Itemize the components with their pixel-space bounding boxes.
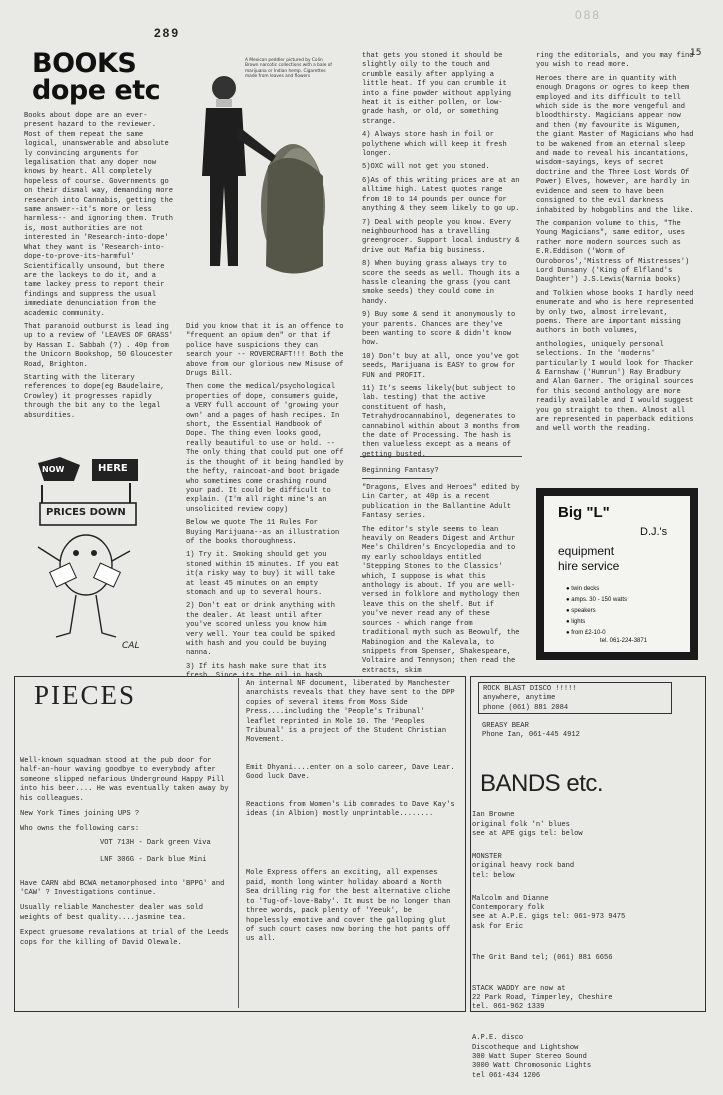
band-entry: STACK WADDY are now at 22 Park Road, Timperley, Cheshire tel. 061-962 1339 — [472, 984, 613, 1012]
books-column-3 — [362, 52, 522, 464]
bullet-dot-icon: ● — [566, 597, 570, 603]
paragraph: New York Times joining UPS ? — [20, 810, 140, 819]
ad-line-2: hire service — [558, 559, 620, 573]
band-entry: Ian Browne original folk 'n' blues see at APE gigs tel: below — [472, 811, 583, 839]
bullet-dot-icon: ● — [566, 586, 570, 592]
paragraph: and Tolkien whose books I hardly need enumerate and who is here represented by only two, almost irrelevant, poems. There are important missing authors in both volumes, — [536, 289, 694, 336]
paragraph: 10) Don't buy at all, once you've got seeds, Marijuana is EASY to grow for FUN and PROFIT. — [362, 352, 520, 380]
paragraph: 11) It's seems likely(but subject to lab. testing) that the active constituent of hash, Tetrahydrocannabinol, degenerates to cannabinol within about 3 months from the date of Processing. The hash is then valueless except as a means of getting busted. — [362, 385, 520, 459]
books-headline — [32, 50, 160, 104]
paragraph: Expect gruesome revalations at trial of the Leeds cops for the killing of David Olewale. — [20, 929, 229, 947]
bullet-dot-icon: ● — [566, 608, 570, 614]
band-entry: MONSTER original heavy rock band tel: below — [472, 853, 575, 880]
books-column-1 — [24, 112, 176, 425]
bullet-dot-icon: ● — [566, 630, 570, 636]
band-entry: A.P.E. disco Discotheque and Lightshow 300 Watt Super Stereo Sound 3000 Watt Chromosonic Lights tel 061-434 1206 — [472, 1034, 592, 1080]
paragraph: Reactions from Women's Lib comrades to Dave Kay's ideas (in Albion) mostly unprintable........ — [246, 800, 455, 819]
ad-bullet-list — [566, 584, 627, 639]
paragraph: 7) Deal with people you know. Every neighbourhood has a travelling greengrocer. Support local industry & drive out Mafia big business. — [362, 218, 520, 255]
paragraph: Mole Express offers an exciting, all expenses paid, month long winter holiday aboard a North Sea drilling rig for the best alternative cliche to 'Tug-of-love-Baby'. It must be no longer than three words, pack plenty of 'Yeeuk', be hopelessly emotive and cover the galloping glut of such court cases now boring the hot pants off us all. — [246, 869, 451, 944]
paragraph: 5)OXC will not get you stoned. — [362, 163, 490, 172]
paragraph: Below we quote The 11 Rules For Buying Marijuana--as an illustration of the books thoroughness. — [186, 519, 340, 546]
rock-box-line: phone (061) 881 2084 — [483, 703, 569, 712]
paragraph: Usually reliable Manchester dealer was sold weights of best quality....jasmine tea. — [20, 904, 204, 922]
band-entry: GREASY BEAR Phone Ian, 061-445 4912 — [482, 722, 580, 740]
paragraph: "Dragons, Elves and Heroes" edited by Lin Carter, at 40p is a recent publication in the Ballantine Adult Fantasy series. — [362, 484, 520, 521]
paragraph: 4) Always store hash in foil or polythene which will keep it fresh longer. — [362, 131, 507, 159]
paragraph: The companion volume to this, "The Young Magicians", same editor, uses rather more modern sources such as E.R.Eddison ('Worm of Ouroboros','Mistress of Mistresses') Lord Dunsany ('King of Elfland's Daughter') J.S.Lewis(Narnia books) — [536, 219, 690, 285]
ad-line-1: equipment — [558, 544, 615, 558]
paragraph: 9) Buy some & send it anonymously to your parents. Chances are they've been wanting to score & didn't know how. — [362, 311, 516, 348]
pieces-divider — [238, 678, 239, 1008]
peddler-photo — [198, 66, 328, 278]
paragraph: ring the editorials, and you may find you wish to read more. — [536, 52, 694, 70]
photo-caption: A Mexican peddler pictured by Colin Brown narcotic collections with a bale of marijuana or Indian hemp. Cigarettes made from leaves and flowers — [245, 58, 332, 80]
car-item: VOT 713H - Dark green Viva — [100, 838, 211, 847]
bullet-dot-icon: ● — [566, 619, 570, 625]
page-number: 289 — [154, 26, 181, 40]
paragraph: Heroes there are in quantity with enough Dragons or ogres to keep them employed and its difficult to tell which side is the more vengeful and bloodthirsty. Magicians appear now and then (my favourite is Wigumen, the giant Master of Magicians who had to be wakened from an eternal sleep and made to reveal his incantations, wisdom-sayings, keys of secret doctrine and the Three Lost Words Of Power) Elves, however, are hardly in evidence and seem to have been consigned to the evil darkness inhabited by hobgoblins and the like. — [536, 74, 694, 215]
paragraph: 8) When buying grass always try to score the seeds as well. Though its a hassle cleaning the grass (you cant smoke seeds) they could come in handy. — [362, 260, 520, 306]
paragraph: Starting with the literary references to dope(eg Baudelaire, Crowley) it progresses rapidly through the bit any to the legal absurdities. — [24, 373, 165, 420]
band-list — [472, 802, 700, 1095]
paragraph: An internal NF document, liberated by Manchester anarchists reveals that they have sent to the DPP copies of several items from Moss Side Press....including the 'People's Tribunal' leaflet reprinted in Mole 10. The 'Peoples Tribunal' is a project of the Student Christian Movement. — [246, 680, 455, 745]
ad-brand-sub: D.J.'s — [640, 526, 668, 538]
band-entry: The Grit Band tel; (061) 881 6656 — [472, 953, 613, 962]
bands-title: BANDS etc. — [480, 770, 604, 797]
big-l-advert — [536, 488, 698, 660]
paragraph: Emit Dhyani....enter on a solo career, Dave Lear. Good luck Dave. — [246, 763, 455, 782]
rock-blast-box — [478, 682, 672, 714]
ad-bullet: ● amps. 30 - 150 watts — [566, 597, 627, 603]
sign-prices-down: PRICES DOWN — [46, 507, 126, 518]
faint-page-number: 088 — [575, 8, 602, 22]
pieces-title: PIECES — [34, 680, 137, 710]
paragraph: Well-known squadman stood at the pub door for half-an-hour waving goodbye to everybody after someone slipped nefarious Underground Happy Pill into his beer.... He was eventually taken away by his colleagues. — [20, 757, 229, 803]
paragraph: that gets you stoned it should be slightly oily to the touch and crumble easily after applying a little heat. If you can crumble it into a fine powder without applying heat it is either pollen, or low-grade hash, or old, or something strange. — [362, 52, 511, 126]
ad-bullet: ● speakers — [566, 608, 596, 614]
title-underline — [362, 478, 432, 479]
paragraph: 2) Don't eat or drink anything with the dealer. At least until after you've scored unless you know him very well. Your tea could be spiked with hash and you could be buying nanna. — [186, 602, 335, 658]
ad-phone: tel. 061-224-3871 — [600, 638, 648, 644]
paragraph: Books about dope are an ever-present hazard to the reviewer. Most of them repeat the same logical, unanswerable and absolute ly convincing arguments for legalisation that any doper now knows by heart. All completely hopeless of course. Governments go on their dismal way, demanding more research into Cannabis, getting the same answer--it's more or less harmless-- and ignoring them. Truth is, most authorities are not interested in 'Research-into-dope' What they want is 'Research-into-dope-to-prove-its-harmful' Scientifically unsound, but there are the lackeys to do it, and a tame lackey press to report their findings and suppress the usual immediate denunciation from the academic community. — [24, 112, 173, 318]
cartoon-illustration — [30, 455, 155, 655]
fantasy-title: Beginning Fantasy? — [362, 467, 439, 475]
cartoonist-signature: CAL — [122, 641, 140, 651]
paragraph: Did you know that it is an offence to "frequent an opium den" or that if police have suspicions they can search your -- ROVERCRAFT!!! Both the above from our glorious new Misuse of Drugs Bill. — [186, 323, 344, 379]
corner-mark: 15 — [690, 48, 702, 58]
car-list — [20, 839, 230, 866]
paragraph: 6)As of this writing prices are at an alltime high. Latest quotes range from 10 to 14 pounds per ounce for anything & they seem likely to go up. — [362, 176, 520, 214]
ad-bullet: ● lights — [566, 619, 586, 625]
band-entry: Malcolm and Dianne Contemporary folk see at A.P.E. gigs tel: 061-973 9475 ask for Eric — [472, 894, 626, 931]
divider — [360, 456, 522, 457]
paragraph: That paranoid outburst is lead ing up to a review of 'LEAVES OF GRASS' by Hassan I. Sabbah (?) . 40p from the Unicorn Bookshop, 50 Gloucester Road, Brighton. — [24, 322, 173, 369]
fantasy-review — [362, 484, 522, 680]
sign-now: NOW — [42, 465, 65, 474]
headline-line-2: dope etc — [32, 75, 161, 106]
car-item: LNF 306G - Dark blue Mini — [100, 856, 207, 865]
paragraph: 1) Try it. Smoking should get you stoned within 15 minutes. If you eat it(a risky way to buy) it will take at least 45 minutes on an empty stomach and up to several hours. — [186, 551, 340, 597]
pieces-left-column — [20, 757, 230, 952]
pieces-right-column — [246, 680, 458, 949]
paragraph: 3) If its hash make sure that its fresh. Since its the oil in hash — [186, 662, 327, 681]
paragraph: Then come the medical/psychological properties of dope, consumers guide, a VERY full account of 'growing your own' and a pages of hash recipes. In short, the Essential Handbook of Dope. The thing even looks good, really beautiful to use or hold. --The only thing that could put one off is the thought of it being handled by the hefty, raincoat-and boot brigade who sometimes come crashing round your pad. It could be difficult to explain. (I'm all right mine's an unsolicited review copy) — [186, 383, 344, 514]
ad-bullet: ● twin decks — [566, 586, 600, 592]
ad-brand: Big "L" — [558, 504, 610, 521]
rock-box-line: ROCK BLAST DISCO !!!!! — [483, 685, 577, 693]
paragraph: Who owns the following cars: — [20, 825, 140, 834]
books-column-4 — [536, 52, 696, 439]
paragraph: The editor's style seems to lean heavily on Readers Digest and Arthur Mee's Children's Encyclopedia and to my early schooldays entitled 'Stepping Stones to the Classics' which, I suppose is what this anthology is about. If you are well-versed in folklore and mythology then leave this on the shelf. But if you've never read any of these sources - which range from traditional myth such as Beowulf, the Mabinogion and the Kalevala, to snippets from Spenser, Shakespeare, Voltaire and Tennyson; then read the extracts, skim — [362, 525, 520, 675]
sign-here: HERE — [98, 463, 128, 474]
paragraph: Have CARN abd BCWA metamorphosed into 'BPPG' and 'CAW' ? Investigations continue. — [20, 879, 225, 898]
paragraph: anthologies, uniquely personal selections. In the 'moderns' particularly I would look for Thacker & Earnshaw ('Humrun') Ray Bradbury and Alan Garner. The original sources for this second anthology are more readily available and I would suggest you go straight to them. Almost all are represented in paperback editions and well worth the reading. — [536, 340, 694, 434]
rock-box-line: anywhere, anytime — [483, 694, 556, 703]
ad-bullet: ● from £2-10-0 — [566, 630, 606, 636]
headline-line-1: BOOKS — [32, 48, 137, 79]
books-column-2 — [186, 323, 344, 686]
